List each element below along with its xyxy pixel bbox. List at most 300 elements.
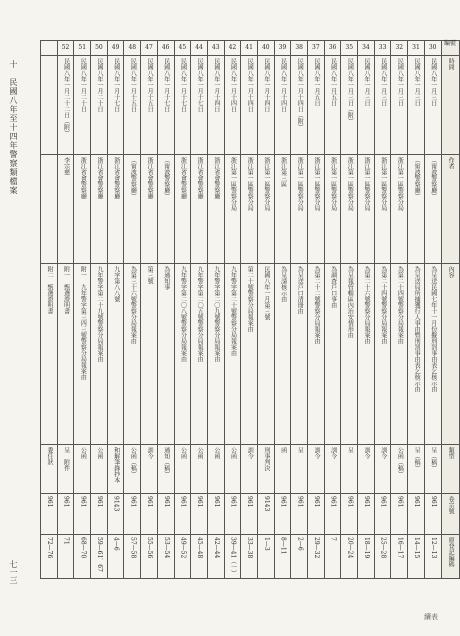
cell-date-text: 民國八年一月二十日 xyxy=(96,58,104,112)
cell-content-text: 為呈送局所捕獲行人事由暨刑罰事由表乞核示由 xyxy=(413,266,421,392)
cell-type-text: 公函 xyxy=(196,447,204,459)
cell-date-text: 民國八年一月五日 xyxy=(329,58,337,106)
cell-type-text: 呈 xyxy=(296,447,304,453)
cell-id-text: 48 xyxy=(128,43,137,51)
cell-orig xyxy=(241,535,258,579)
cell-id-text: 39 xyxy=(278,43,287,51)
cell-id xyxy=(341,41,358,56)
cell-type xyxy=(424,445,441,494)
cell-id-text: 33 xyxy=(378,43,387,51)
cell-content-text: 為呈請核示由 xyxy=(279,266,287,302)
cell-orig xyxy=(274,535,291,579)
cell-type xyxy=(157,445,174,494)
cell-author-text: 浙江第一區警察分局 xyxy=(296,157,304,211)
cell-type xyxy=(224,445,241,494)
cell-box xyxy=(91,494,108,535)
cell-date-text: 民國八年一月十七日 xyxy=(112,58,120,112)
cell-content-text: 民國八年一月第三號 xyxy=(262,266,270,320)
cell-content-text: 第二十號警察分局報案由 xyxy=(246,266,254,332)
cell-date-text: 民國八年一月三日（附） xyxy=(346,58,354,124)
cell-id-text: 37 xyxy=(312,43,320,51)
cell-author-text: 浙江省會警察廳 xyxy=(146,157,154,199)
cell-author xyxy=(408,155,425,264)
cell-id-text: 30 xyxy=(428,43,437,51)
cell-author xyxy=(391,155,408,264)
cell-type-text: 訓令 xyxy=(363,447,371,459)
cell-id-text: 46 xyxy=(161,43,170,51)
cell-box xyxy=(141,494,158,535)
cell-orig xyxy=(57,535,74,579)
cell-id xyxy=(107,41,124,56)
cell-orig xyxy=(41,535,58,579)
cell-type-text: 函 xyxy=(279,447,287,453)
cell-box xyxy=(207,494,224,535)
cell-author xyxy=(174,155,191,264)
cell-date xyxy=(91,56,108,155)
cell-orig-text: 33—38 xyxy=(246,537,254,559)
catalog-table xyxy=(40,40,460,579)
cell-content xyxy=(107,264,124,445)
cell-author xyxy=(308,155,325,264)
cell-id xyxy=(157,41,174,56)
cell-orig-text: 39—41（一） xyxy=(229,537,237,577)
cell-date xyxy=(74,56,91,155)
cell-id xyxy=(424,41,441,56)
cell-type xyxy=(57,445,74,494)
cell-date xyxy=(141,56,158,155)
cell-content xyxy=(124,264,141,445)
cell-content-text: 九年警字第二〇八號警察分局報案由 xyxy=(179,266,187,362)
cell-date xyxy=(124,56,141,155)
cell-content xyxy=(291,264,308,445)
cell-date xyxy=(57,56,74,155)
cell-box-text: 961 xyxy=(196,496,204,508)
cell-content-text: 附一 九年警字第三四三號警察分局報案由 xyxy=(79,266,87,380)
cell-orig xyxy=(191,535,208,579)
cell-orig-text: 71 xyxy=(62,537,70,545)
cell-author-text: 浙江省會警察廳 xyxy=(212,157,220,199)
cell-type xyxy=(207,445,224,494)
cell-box-text: 961 xyxy=(329,496,337,508)
cell-id-text: 42 xyxy=(228,43,237,51)
cell-id-text: 47 xyxy=(145,43,153,51)
cell-orig-text: 1—3 xyxy=(262,537,270,551)
cell-box xyxy=(224,494,241,535)
cell-box xyxy=(291,494,308,535)
cell-type xyxy=(191,445,208,494)
cell-content xyxy=(91,264,108,445)
cell-author-text: 浙江省會警察廳 xyxy=(79,157,87,199)
cell-author-text: 李宗慈 xyxy=(62,157,70,175)
cell-box xyxy=(241,494,258,535)
cell-box xyxy=(424,494,441,535)
cell-orig-text: 49—52 xyxy=(179,537,187,559)
cell-orig xyxy=(408,535,425,579)
cell-content-text: 為第三十六號警察分局報案由 xyxy=(129,266,137,344)
cell-date xyxy=(107,56,124,155)
cell-type-text: 公函 xyxy=(79,447,87,459)
cell-id xyxy=(207,41,224,56)
continued-mark: 續表 xyxy=(424,613,438,621)
cell-orig-text: 2—6 xyxy=(296,537,304,551)
header-id xyxy=(441,41,459,56)
cell-id xyxy=(191,41,208,56)
cell-date-text: 民國八年一月三日 xyxy=(379,58,387,106)
cell-box-text: 961 xyxy=(279,496,287,508)
cell-type xyxy=(291,445,308,494)
cell-date xyxy=(308,56,325,155)
cell-date xyxy=(241,56,258,155)
cell-content-text: 為呈送戶口清冊由 xyxy=(296,266,304,314)
cell-date xyxy=(358,56,375,155)
cell-author-text: （甯波警察廳） xyxy=(129,157,137,199)
cell-type-text: 訓令 xyxy=(329,447,337,459)
cell-author xyxy=(291,155,308,264)
cell-orig xyxy=(174,535,191,579)
cell-author xyxy=(257,155,274,264)
cell-orig-text: 4—6 xyxy=(112,537,120,551)
header-content xyxy=(441,264,459,445)
cell-content xyxy=(308,264,325,445)
cell-box-text: 961 xyxy=(429,496,437,508)
cell-type-text: 訓令 xyxy=(312,447,320,459)
cell-content-text: 附二 甄選證明書 xyxy=(45,266,53,314)
cell-orig xyxy=(107,535,124,579)
cell-id-text: 38 xyxy=(295,43,303,51)
cell-id xyxy=(274,41,291,56)
cell-date xyxy=(291,56,308,155)
cell-date xyxy=(424,56,441,155)
header-type-label: 類型 xyxy=(447,447,455,459)
cell-content xyxy=(241,264,258,445)
cell-id-text: 45 xyxy=(178,43,187,51)
cell-id xyxy=(408,41,425,56)
cell-type xyxy=(341,445,358,494)
row-author xyxy=(41,155,460,264)
cell-type xyxy=(358,445,375,494)
cell-id-text: 32 xyxy=(395,43,404,51)
cell-orig-text: 29—32 xyxy=(312,537,320,559)
cell-orig xyxy=(374,535,391,579)
cell-content xyxy=(57,264,74,445)
cell-content xyxy=(157,264,174,445)
cell-content-text: 第三號 xyxy=(146,266,154,284)
cell-box-text: 961 xyxy=(96,496,104,508)
cell-box xyxy=(57,494,74,535)
cell-content xyxy=(424,264,441,445)
cell-box xyxy=(341,494,358,535)
cell-date-text: 民國八年一月三日 xyxy=(413,58,421,106)
cell-date-text: 民國八年一月十七日 xyxy=(162,58,170,112)
cell-id xyxy=(374,41,391,56)
cell-box xyxy=(324,494,341,535)
cell-date xyxy=(157,56,174,155)
cell-id-text: 43 xyxy=(211,43,220,51)
cell-box-text: 961 xyxy=(396,496,404,508)
header-id-label: 編號 xyxy=(443,40,456,47)
cell-content xyxy=(74,264,91,445)
cell-orig xyxy=(324,535,341,579)
cell-type-text: 刑事判決 xyxy=(262,447,270,471)
cell-author-text: （甯波警察廳） xyxy=(413,157,421,199)
cell-box-text: 961 xyxy=(162,496,170,508)
row-type xyxy=(41,445,460,494)
cell-orig-text: 14—15 xyxy=(413,537,421,559)
cell-date xyxy=(408,56,425,155)
cell-author-text: （甯波警察廳） xyxy=(162,157,170,199)
cell-id xyxy=(141,41,158,56)
cell-orig xyxy=(308,535,325,579)
row-orig xyxy=(41,535,460,579)
cell-content-text: 九年警字第二十號警察分局報案由 xyxy=(229,266,237,356)
cell-box-text: 961 xyxy=(379,496,387,508)
cell-date xyxy=(174,56,191,155)
cell-id xyxy=(257,41,274,56)
cell-box-text: 961 xyxy=(129,496,137,508)
cell-content xyxy=(374,264,391,445)
cell-type-text: 呈 xyxy=(346,447,354,453)
cell-content xyxy=(141,264,158,445)
cell-type-text: 公函 xyxy=(229,447,237,459)
cell-orig-text: 16—17 xyxy=(396,537,404,559)
cell-date xyxy=(191,56,208,155)
cell-type-text: 通知（稿） xyxy=(162,447,170,477)
cell-content xyxy=(224,264,241,445)
cell-orig xyxy=(424,535,441,579)
cell-content-text: 九年警字第二十九號警察分局報案由 xyxy=(96,266,104,362)
cell-id-text: 51 xyxy=(78,43,87,51)
cell-orig xyxy=(341,535,358,579)
cell-type-text: 公函 xyxy=(179,447,187,459)
cell-content-text: 九年警字第二〇九號警察分局報案由 xyxy=(212,266,220,362)
cell-date xyxy=(41,56,58,155)
cell-orig xyxy=(124,535,141,579)
cell-author xyxy=(41,155,58,264)
cell-id xyxy=(324,41,341,56)
cell-content xyxy=(174,264,191,445)
cell-date-text: 民國八年一月十四日 xyxy=(262,58,270,112)
cell-orig xyxy=(141,535,158,579)
cell-content-text: 九年警字第二〇五號警察分局報案由 xyxy=(196,266,204,362)
cell-content xyxy=(191,264,208,445)
cell-type-text: 和解筆錄抄本 xyxy=(112,447,120,483)
cell-author xyxy=(207,155,224,264)
cell-author-text: 浙江省會警察廳 xyxy=(196,157,204,199)
cell-id-text: 49 xyxy=(111,43,120,51)
cell-date-text: 民國八年一月三日 xyxy=(429,58,437,106)
cell-date xyxy=(224,56,241,155)
cell-id xyxy=(358,41,375,56)
cell-author-text: 浙江第一區警察分局 xyxy=(329,157,337,211)
cell-box-text: 961 xyxy=(146,496,154,508)
cell-orig-text: 8—11 xyxy=(279,537,287,555)
cell-orig-text: 18—19 xyxy=(363,537,371,559)
cell-author-text: 浙江第一區警察分局 xyxy=(346,157,354,211)
cell-box-text: 961 xyxy=(296,496,304,508)
cell-date-text: 民國八年一月十五日 xyxy=(146,58,154,112)
cell-author-text: 浙江第三區 xyxy=(279,157,287,187)
cell-date-text: 民國八年一月五日 xyxy=(312,58,320,106)
cell-id-text: 34 xyxy=(362,43,370,51)
cell-content-text: 為第二十四號警察分局報案由 xyxy=(396,266,404,344)
row-box xyxy=(41,494,460,535)
cell-content-text: 為通知事 xyxy=(162,266,170,290)
cell-date-text: 民國八年一月十四日 xyxy=(212,58,220,112)
cell-orig-text: 57—58 xyxy=(129,537,137,559)
cell-id-text: 50 xyxy=(95,43,103,51)
cell-date-text: 民國八年一月十五日 xyxy=(129,58,137,112)
cell-orig-text: 68—70 xyxy=(79,537,87,559)
row-number xyxy=(41,41,460,56)
cell-author xyxy=(57,155,74,264)
cell-type-text: 呈（稿） xyxy=(429,447,437,471)
cell-type-text: 公函 xyxy=(96,447,104,459)
cell-date-text: 民國八年一月三日 xyxy=(363,58,371,106)
cell-orig xyxy=(207,535,224,579)
header-box xyxy=(441,494,459,535)
cell-box xyxy=(374,494,391,535)
cell-author-text: 浙江第一區警察分局 xyxy=(246,157,254,211)
cell-box xyxy=(274,494,291,535)
cell-box-text: 9143 xyxy=(112,496,120,512)
cell-orig xyxy=(391,535,408,579)
cell-content xyxy=(274,264,291,445)
cell-orig xyxy=(291,535,308,579)
header-box-label: 卷宗號 xyxy=(447,496,455,514)
cell-date-text: 民國八年一月十七日 xyxy=(179,58,187,112)
cell-type xyxy=(74,445,91,494)
cell-type xyxy=(274,445,291,494)
cell-date-text: 民國八年一月十四日 xyxy=(279,58,287,112)
cell-id xyxy=(74,41,91,56)
header-content-label: 內容 xyxy=(447,266,455,278)
cell-type-text: 呈（稿） xyxy=(413,447,421,471)
cell-content xyxy=(408,264,425,445)
cell-orig-text: 20—24 xyxy=(346,537,354,559)
cell-content-text: 為呈報管轄區內治安情形由 xyxy=(346,266,354,338)
cell-orig xyxy=(74,535,91,579)
cell-date-text: 民國八年一月十四日（附） xyxy=(296,58,304,130)
cell-author-text: （甯波警察廳） xyxy=(429,157,437,199)
cell-content xyxy=(207,264,224,445)
header-date xyxy=(441,56,459,155)
cell-content xyxy=(358,264,375,445)
cell-type xyxy=(408,445,425,494)
cell-id-text: 41 xyxy=(245,43,253,51)
cell-type xyxy=(324,445,341,494)
cell-content xyxy=(41,264,58,445)
cell-date-text: 民國八年一月十七日 xyxy=(196,58,204,112)
cell-content xyxy=(341,264,358,445)
row-content xyxy=(41,264,460,445)
cell-content-text: 為第二十二號警察分局報案由 xyxy=(312,266,320,344)
cell-content-text: 附一 甄選證明書 xyxy=(62,266,70,314)
cell-type-text: 公函（稿） xyxy=(396,447,404,477)
cell-author xyxy=(224,155,241,264)
header-orig xyxy=(441,535,459,579)
cell-id xyxy=(291,41,308,56)
cell-content xyxy=(324,264,341,445)
cell-box-text: 961 xyxy=(363,496,371,508)
cell-date xyxy=(257,56,274,155)
cell-date xyxy=(324,56,341,155)
cell-box xyxy=(257,494,274,535)
cell-type xyxy=(141,445,158,494)
cell-orig xyxy=(224,535,241,579)
cell-orig xyxy=(257,535,274,579)
cell-type-text: 訓令 xyxy=(146,447,154,459)
cell-box xyxy=(124,494,141,535)
cell-content-text: 為第二十四號警察分局報案由 xyxy=(379,266,387,344)
page-number: 七一三 xyxy=(9,560,18,584)
cell-id-text: 31 xyxy=(412,43,420,51)
cell-box xyxy=(74,494,91,535)
cell-box-text: 961 xyxy=(346,496,354,508)
cell-box-text: 961 xyxy=(212,496,220,508)
cell-orig-text: 12—13 xyxy=(429,537,437,559)
cell-orig-text: 25—28 xyxy=(379,537,387,559)
cell-author-text: 浙江第一區警察分局 xyxy=(396,157,404,211)
cell-author-text: 浙江第一區警察分局 xyxy=(262,157,270,211)
cell-box xyxy=(391,494,408,535)
cell-id xyxy=(41,41,58,56)
cell-type-text: 呈 附件 xyxy=(62,447,70,471)
cell-author xyxy=(324,155,341,264)
cell-id xyxy=(241,41,258,56)
cell-orig xyxy=(358,535,375,579)
cell-type xyxy=(174,445,191,494)
cell-box xyxy=(157,494,174,535)
cell-id-text: 52 xyxy=(61,43,70,51)
header-author xyxy=(441,155,459,264)
cell-type-text: 訓令 xyxy=(246,447,254,459)
cell-date xyxy=(274,56,291,155)
cell-type-text: 公函（稿） xyxy=(129,447,137,477)
cell-date xyxy=(374,56,391,155)
cell-content-text: 為呈送民國七年十一月份擬刑罰事由表乞核示由 xyxy=(429,266,437,392)
cell-author xyxy=(91,155,108,264)
cell-orig-text: 45—48 xyxy=(196,537,204,559)
cell-box-text: 961 xyxy=(312,496,320,508)
cell-type xyxy=(107,445,124,494)
cell-id xyxy=(224,41,241,56)
cell-box xyxy=(174,494,191,535)
cell-orig-text: 55—56 xyxy=(146,537,154,559)
header-orig-label: 原登記編碼 xyxy=(447,537,455,567)
cell-author xyxy=(424,155,441,264)
cell-id xyxy=(174,41,191,56)
cell-date xyxy=(207,56,224,155)
cell-date-text: 民國八年一月十四日 xyxy=(246,58,254,112)
cell-type xyxy=(374,445,391,494)
cell-box xyxy=(408,494,425,535)
cell-box xyxy=(358,494,375,535)
cell-id-text: 36 xyxy=(328,43,337,51)
cell-box-text: 9143 xyxy=(262,496,270,512)
page-title: 十 民國八年至十四年警察類檔案 xyxy=(9,60,18,195)
cell-author-text: 浙江第一區警察分局 xyxy=(312,157,320,211)
cell-box xyxy=(107,494,124,535)
cell-orig-text: 72—76 xyxy=(45,537,53,559)
cell-id-text: 35 xyxy=(345,43,354,51)
cell-author-text: 浙江省會警察廳 xyxy=(179,157,187,199)
cell-id xyxy=(391,41,408,56)
cell-author-text: 浙江第一區警察分局 xyxy=(379,157,387,211)
cell-content xyxy=(391,264,408,445)
cell-author xyxy=(191,155,208,264)
cell-author-text: 浙江第一區警察分局 xyxy=(363,157,371,211)
cell-box-text: 961 xyxy=(229,496,237,508)
